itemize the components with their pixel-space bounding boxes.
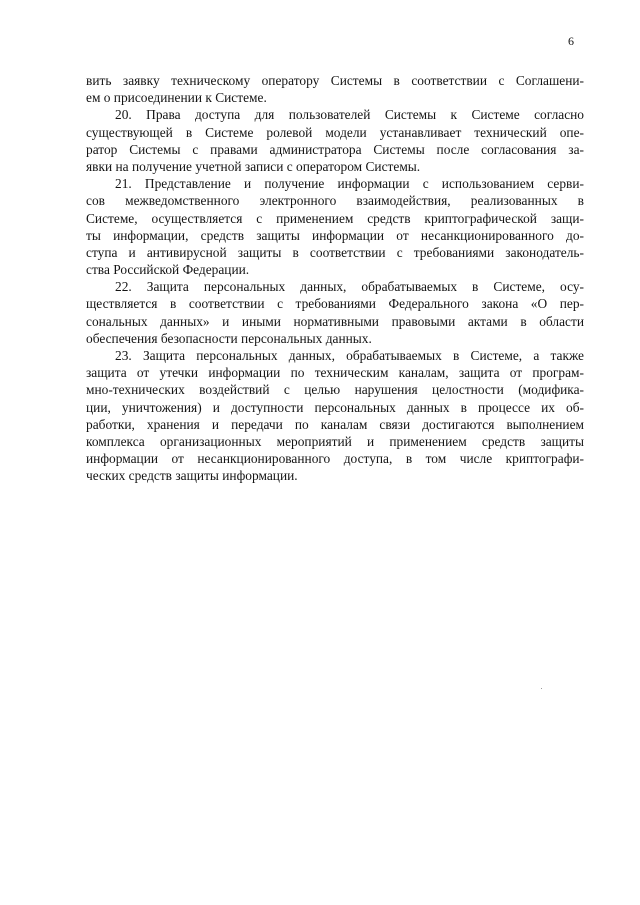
text-line: информации от несанкционированного доступа, в том числе криптографи-: [86, 451, 584, 467]
text-line: Системе, осуществляется с применением средств криптографической защи-: [86, 210, 584, 226]
text-line: 23. Защита персональных данных, обрабатываемых в Системе, а также: [115, 348, 584, 363]
text-line: сов межведомственного электронного взаимодействия, реализованных в: [86, 193, 584, 209]
paragraph-23: [86, 347, 584, 485]
paragraph-20: [86, 106, 584, 175]
text-line: ступа и антивирусной защиты в соответствии с требованиями законодатель-: [86, 244, 584, 260]
text-line: работки, хранения и передачи по каналам связи достигаются выполнением: [86, 416, 584, 432]
text-line: сональных данных» и иными нормативными правовыми актами в области: [86, 313, 584, 329]
text-line: вить заявку техническому оператору Системы в соответствии с Соглашени-: [86, 73, 584, 88]
document-body: [86, 72, 584, 485]
text-line: мно-технических воздействий с целью нарушения целостности (модифика-: [86, 382, 584, 398]
text-line: существующей в Системе ролевой модели устанавливает технический опе-: [86, 124, 584, 140]
page-number: 6: [568, 34, 574, 48]
text-line: комплекса организационных мероприятий и применением средств защиты: [86, 433, 584, 449]
text-line: ческих средств защиты информации.: [86, 468, 298, 484]
text-line: явки на получение учетной записи с оператором Системы.: [86, 158, 421, 174]
text-line: ратор Системы с правами администратора Системы после согласования за-: [86, 141, 584, 157]
text-line: ты информации, средств защиты информации от несанкционированного до-: [86, 227, 584, 243]
text-line: 20. Права доступа для пользователей Системы к Системе согласно: [115, 107, 584, 123]
text-line: ем о присоединении к Системе.: [86, 90, 267, 106]
paragraph-22: [86, 278, 584, 347]
text-line: защита от утечки информации по техническим каналам, защита от програм-: [86, 365, 584, 381]
text-line: ства Российской Федерации.: [86, 262, 250, 278]
scan-speck: [541, 688, 542, 689]
text-line: 22. Защита персональных данных, обрабатываемых в Системе, осу-: [115, 279, 584, 295]
paragraph-continuation: [86, 72, 584, 106]
text-line: ции, уничтожения) и доступности персональных данных в процессе их об-: [86, 399, 584, 415]
paragraph-21: [86, 175, 584, 278]
text-line: 21. Представление и получение информации с использованием серви-: [115, 176, 584, 192]
text-line: ществляется в соответствии с требованиями Федерального закона «О пер-: [86, 296, 584, 312]
text-line: обеспечения безопасности персональных данных.: [86, 330, 372, 346]
